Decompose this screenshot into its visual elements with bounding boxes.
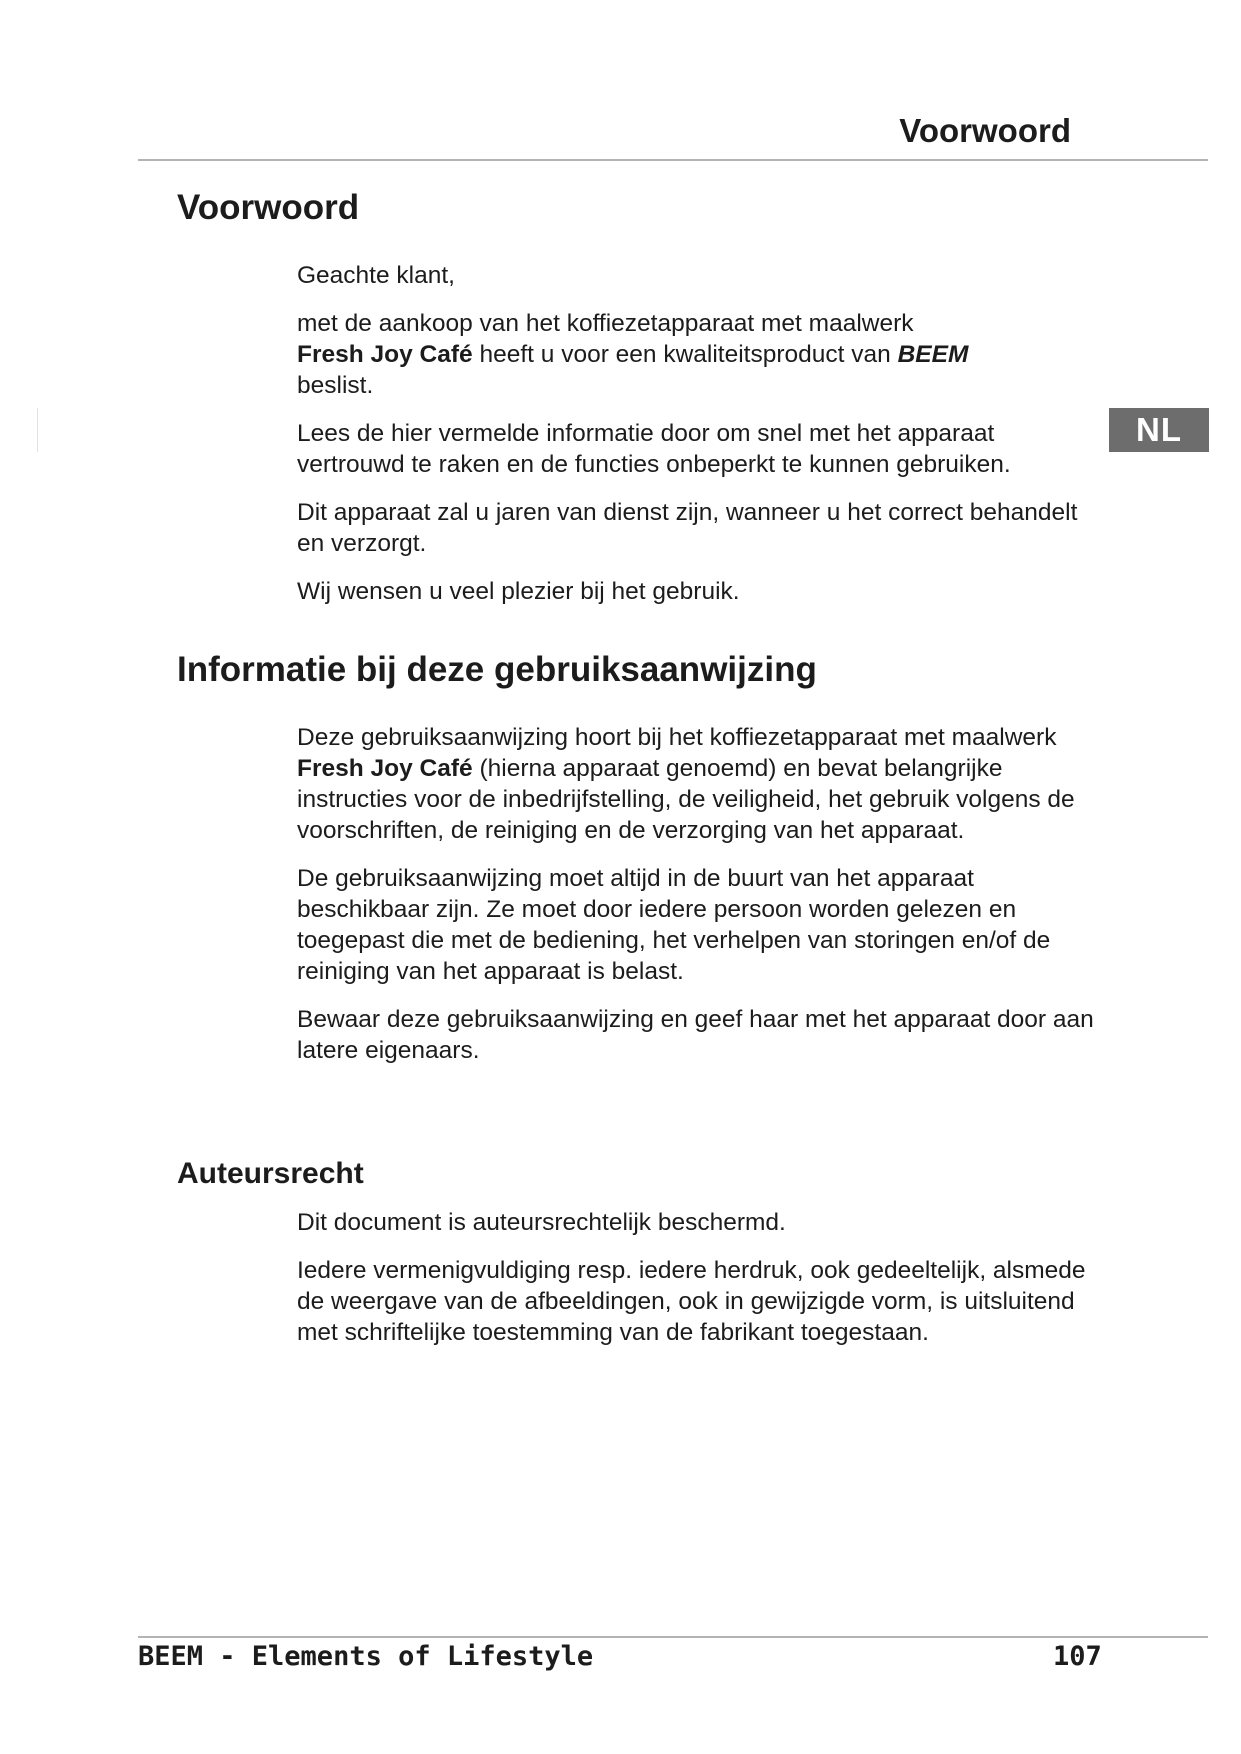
footer-rule bbox=[138, 1636, 1208, 1638]
informatie-paragraph-1 bbox=[297, 722, 1097, 846]
informatie-p1-intro: Deze gebruiksaanwijzing hoort bij het koffiezetapparaat met maalwerk bbox=[297, 724, 1057, 751]
voorwoord-paragraph-4: Wij wensen u veel plezier bij het gebruik. bbox=[297, 578, 740, 605]
page-number: 107 bbox=[1053, 1641, 1102, 1672]
product-name: Fresh Joy Café bbox=[297, 341, 473, 368]
auteursrecht-body bbox=[297, 1207, 1097, 1365]
voorwoord-p1-end: beslist. bbox=[297, 372, 374, 399]
salutation: Geachte klant, bbox=[297, 262, 455, 289]
brand-name: BEEM bbox=[897, 341, 969, 368]
footer-brand-line: BEEM - Elements of Lifestyle bbox=[138, 1641, 594, 1672]
voorwoord-paragraph-3: Dit apparaat zal u jaren van dienst zijn, wanneer u het correct behandelt en verzorgt. bbox=[297, 499, 1078, 557]
product-name: Fresh Joy Café bbox=[297, 755, 473, 782]
informatie-p1-rest: (hierna apparaat genoemd) en bevat belangrijke instructies voor de inbedrijfstelling, de veiligheid, het gebruik volgens de voorschriften, de reiniging en de verzorging van het apparaat. bbox=[297, 755, 1075, 844]
language-tab: NL bbox=[1109, 408, 1209, 452]
side-margin-mark bbox=[37, 408, 38, 452]
voorwoord-body bbox=[297, 260, 1097, 624]
section-title-voorwoord: Voorwoord bbox=[177, 188, 360, 227]
section-title-auteursrecht: Auteursrecht bbox=[177, 1157, 364, 1190]
voorwoord-paragraph-2: Lees de hier vermelde informatie door om snel met het apparaat vertrouwd te raken en de functies onbeperkt te kunnen gebruiken. bbox=[297, 420, 1011, 478]
header-rule bbox=[138, 159, 1208, 161]
voorwoord-p1-intro: met de aankoop van het koffiezetapparaat met maalwerk bbox=[297, 310, 914, 337]
informatie-body bbox=[297, 722, 1097, 1083]
running-header-title: Voorwoord bbox=[899, 112, 1071, 149]
informatie-paragraph-2: De gebruiksaanwijzing moet altijd in de buurt van het apparaat beschikbaar zijn. Ze moet door iedere persoon worden gelezen en toegepast die met de bediening, het verhelpen van storingen en/of de reiniging van het apparaat is belast. bbox=[297, 865, 1051, 985]
auteursrecht-paragraph-2: Iedere vermenigvuldiging resp. iedere herdruk, ook gedeeltelijk, alsmede de weergave van de afbeeldingen, ook in gewijzigde vorm, is uitsluitend met schriftelijke toestemming van de fabrikant toegestaan. bbox=[297, 1257, 1086, 1346]
voorwoord-p1-mid: heeft u voor een kwaliteitsproduct van bbox=[472, 341, 898, 368]
section-title-informatie: Informatie bij deze gebruiksaanwijzing bbox=[177, 650, 817, 689]
auteursrecht-paragraph-1: Dit document is auteursrechtelijk beschermd. bbox=[297, 1209, 786, 1236]
informatie-paragraph-3: Bewaar deze gebruiksaanwijzing en geef haar met het apparaat door aan latere eigenaars. bbox=[297, 1006, 1094, 1064]
voorwoord-paragraph-1 bbox=[297, 308, 1097, 401]
